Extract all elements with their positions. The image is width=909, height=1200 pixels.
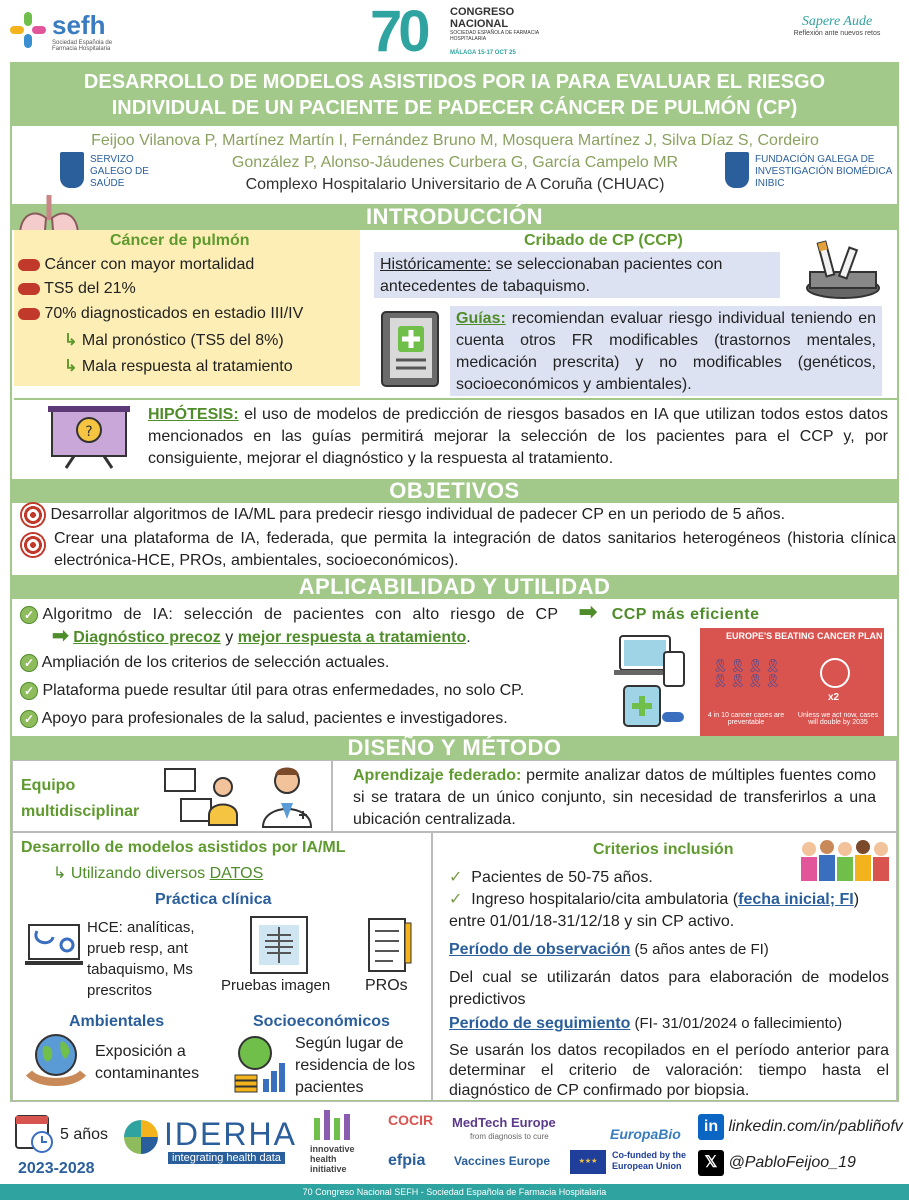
cp-sub-text: Mal pronóstico (TS5 del 8%): [81, 332, 284, 349]
fecha-inicial-link: fecha inicial; FI: [738, 891, 854, 908]
sergas-text: SERVIZO GALEGO DE SAÚDE: [90, 154, 149, 189]
ebcp-left-text: 4 in 10 cancer cases are preventable: [707, 712, 785, 726]
right-arrow-icon: ➡: [52, 625, 69, 647]
ebcp-right-text: Unless we act now, cases will double by 2035: [797, 712, 879, 726]
svg-text:?: ?: [85, 424, 93, 440]
medtech-text: MedTech Europe: [452, 1115, 556, 1130]
sefh-name: sefh: [52, 10, 106, 40]
pros-clipboard-icon: [365, 913, 415, 975]
eu-flag-icon: ★★★: [570, 1150, 606, 1174]
person-circle-icon: [820, 658, 850, 688]
intro-heading: INTRODUCCIÓN: [12, 204, 897, 230]
criterio-1: [449, 867, 653, 887]
mejor-respuesta: mejor respuesta a tratamiento: [237, 629, 467, 646]
sapere-title: Sapere Aude: [801, 14, 873, 29]
aplic-item-4: [20, 707, 508, 731]
iderha-logo: [124, 1116, 304, 1166]
curved-arrow-icon: ↳: [53, 865, 67, 882]
federado-text: permite analizar datos de múltiples fuentes como si se tratara de un único conjunto, sin necesidad de transferirlos a una ubicación centralizada.: [353, 767, 877, 828]
hist-box: [374, 252, 780, 298]
objetivo-text: Crear una plataforma de IA, federada, que permita la integración de datos sanitarios heterogéneos (historia clínica electrónica-HCE, PROs, ambientales, socioeconómicos).: [54, 530, 896, 569]
aplic-item-3: [20, 679, 524, 703]
digital-health-icon: [612, 632, 692, 728]
ebcp-infographic: [700, 628, 884, 738]
guias-box: [450, 306, 882, 396]
twitter-link[interactable]: [698, 1150, 856, 1176]
vaccines-logo: Vaccines Europe: [454, 1154, 551, 1168]
observacion: [449, 941, 769, 959]
seguimiento-desc: Se usarán los datos recopilados en el período anterior para determinar el criterio de valoración: tiempo hasta el diagnóstico de CP confirmado por biopsia.: [449, 1042, 889, 1099]
hypothesis-box: [14, 398, 897, 474]
efpia-logo: efpia: [388, 1152, 426, 1169]
aplicabilidad-heading: APLICABILIDAD Y UTILIDAD: [12, 575, 897, 599]
bullet-icon: [18, 308, 40, 320]
computers-team-icon: [163, 765, 243, 829]
diseno-heading: DISEÑO Y MÉTODO: [12, 736, 897, 760]
authors-line2: González P, Alonso-Jáudenes Curbera G, García Campelo MR: [231, 154, 679, 171]
x-icon: 𝕏: [698, 1150, 724, 1176]
period-text: 2023-2028: [18, 1160, 95, 1177]
cp-sub-2: [64, 356, 293, 376]
guias-text: recomiendan evaluar riesgo individual teniendo en cuenta otros FR modificables (trastornos mentales, medicación prescrita) y no modificables (genéticos, socioeconómicos y ambientales).: [456, 310, 876, 393]
sergas-logo: [60, 152, 180, 194]
congress-title: CONGRESO NACIONAL: [450, 6, 515, 30]
linkedin-text: linkedin.com/in/pabliñofv: [728, 1118, 903, 1136]
iderha-sub: integrating health data: [168, 1152, 285, 1164]
criterio-text: Ingreso hospitalario/cita ambulatoria (: [471, 891, 739, 908]
seguimiento-range: (FI- 31/01/2024 o fallecimiento): [630, 1015, 843, 1032]
ihi-text: innovative health initiative: [310, 1144, 355, 1174]
aplic-item-text: Plataforma puede resultar útil para otras enfermedades, no solo CP.: [42, 682, 525, 699]
authors-line1: Feijoo Vilanova P, Martínez Martín I, Fernández Bruno M, Mosquera Martínez J, Silva Díaz S, Cordeiro: [91, 132, 819, 149]
socio-title: Socioeconómicos: [253, 1013, 390, 1030]
check-icon: ✓: [20, 710, 38, 728]
title-line2: INDIVIDUAL DE UN PACIENTE DE PADECER CÁNCER DE PULMÓN (CP): [111, 97, 798, 119]
cp-item-3: [18, 305, 303, 323]
desarrollo-title: Desarrollo de modelos asistidos por IA/ML: [21, 839, 346, 856]
cp-sub-text: Mala respuesta al tratamiento: [81, 358, 293, 375]
cp-item-text: Cáncer con mayor mortalidad: [44, 256, 255, 273]
iderha-mark-icon: [124, 1120, 158, 1154]
medtech-sub: from diagnosis to cure: [470, 1132, 549, 1141]
footer-bar: [0, 1184, 909, 1200]
check-icon: ✓: [20, 606, 38, 624]
objetivo-text: Desarrollar algoritmos de IA/ML para predecir riesgo individual de padecer CP en un periodo de 5 años.: [50, 506, 786, 524]
congress-logo: [370, 0, 550, 64]
idea-board-icon: [44, 404, 134, 470]
hce-laptop-icon: [21, 917, 87, 973]
institution: Complexo Hospitalario Universitario de A Coruña (CHUAC): [245, 176, 665, 193]
criterio-2: [449, 889, 889, 933]
money-chart-icon: [231, 1033, 289, 1093]
cocir-logo: COCIR: [388, 1112, 434, 1128]
ebcp-x2: x2: [828, 692, 840, 703]
footer-text: 70 Congreso Nacional SEFH - Sociedad Española de Farmacia Hospitalaria: [302, 1187, 607, 1197]
hypothesis-text: [148, 404, 888, 470]
federado-label: Aprendizaje federado:: [353, 767, 522, 784]
years-text: 5 años: [60, 1126, 109, 1143]
medtech-logo: [452, 1114, 556, 1141]
aplic-item-text: Apoyo para profesionales de la salud, pacientes e investigadores.: [41, 710, 508, 727]
datos-link: DATOS: [209, 865, 264, 882]
hist-label: Históricamente:: [380, 256, 492, 273]
aplic-item-result: CCP más eficiente: [611, 606, 760, 623]
equipo-box: [12, 760, 332, 832]
galicia-shield-icon: [60, 152, 84, 188]
curved-arrow-icon: ↳: [64, 358, 78, 375]
observacion-desc: Del cual se utilizarán datos para elaboración de modelos predictivos: [449, 969, 889, 1008]
cp-item-1: [18, 256, 254, 274]
globe-hands-icon: [25, 1029, 87, 1091]
desarrollo-sub: [53, 863, 263, 883]
doctor-icon: [257, 763, 317, 829]
linkedin-icon: in: [698, 1114, 724, 1140]
objetivo-1: [20, 502, 890, 528]
hypothesis-label: HIPÓTESIS:: [148, 406, 239, 423]
desarrollo-box: [12, 832, 432, 1102]
congress-date: MÁLAGA 15-17 OCT 25: [450, 50, 516, 56]
sefh-logo: [8, 8, 128, 56]
sapere-aude: [772, 14, 902, 37]
target-icon: [20, 502, 46, 528]
criterios-title: Criterios inclusión: [593, 841, 734, 858]
aplic-item-1: [20, 600, 890, 627]
right-arrow-icon: ➡: [578, 599, 598, 624]
target-icon: [20, 532, 46, 558]
inibic-logo: [725, 152, 905, 194]
aplic-item-2: [20, 651, 389, 675]
check-icon: ✓: [449, 869, 463, 886]
aplic-item-1b: [52, 624, 471, 650]
sefh-flower-icon: [8, 10, 48, 50]
congress-number: 70: [370, 0, 427, 64]
eu-flag-logo: [570, 1150, 700, 1176]
practica-title: Práctica clínica: [155, 891, 272, 908]
curved-arrow-icon: ↳: [64, 332, 78, 349]
pruebas-text: Pruebas imagen: [221, 977, 331, 994]
cigarette-ashtray-icon: [800, 236, 886, 302]
cp-title: Cáncer de pulmón: [110, 232, 250, 249]
cp-item-2: [18, 280, 136, 298]
ihi-mark-icon: [312, 1110, 352, 1140]
iderha-text: IDERHA: [164, 1116, 297, 1152]
sefh-subtitle: Sociedad Española de Farmacia Hospitalaria: [52, 40, 113, 52]
ribbons-icon: 🎗🎗🎗🎗 🎗🎗🎗🎗: [712, 658, 783, 688]
guias-label: Guías:: [456, 310, 506, 327]
criterio-text: ) entre 01/01/18-31/12/18 y sin CP activo.: [449, 891, 860, 930]
hist-text: se seleccionaban pacientes con antecedentes de tabaquismo.: [380, 256, 723, 295]
period-text: .: [466, 629, 471, 646]
equipo-text: Equipo multidisciplinar: [21, 777, 140, 820]
linkedin-link[interactable]: [698, 1114, 903, 1140]
seguimiento-label: Período de seguimiento: [449, 1015, 631, 1032]
objetivo-2: [20, 528, 896, 572]
inibic-text: FUNDACIÓN GALEGA DE INVESTIGACIÓN BIOMÉDICA INIBIC: [755, 154, 892, 189]
cp-item-text: TS5 del 21%: [44, 280, 136, 297]
title-bar: [12, 64, 897, 126]
exposicion-text: Exposición a contaminantes: [95, 1043, 200, 1082]
desarrollo-sub-text: Utilizando diversos: [70, 865, 210, 882]
bullet-icon: [18, 283, 40, 295]
federado-box: [332, 760, 897, 832]
diagnostico-precoz: Diagnóstico precoz: [73, 629, 221, 646]
cp-box: [14, 230, 360, 386]
check-icon: ✓: [20, 682, 38, 700]
calendar-icon: [14, 1110, 54, 1154]
xray-icon: [247, 913, 311, 975]
aplic-item-text: Ampliación de los criterios de selección actuales.: [41, 654, 390, 671]
cp-sub-1: [64, 330, 284, 350]
seguimiento: [449, 1015, 842, 1033]
objetivos-heading: OBJETIVOS: [12, 479, 897, 503]
congress-subtitle: SOCIEDAD ESPAÑOLA DE FARMACIA HOSPITALARIA: [450, 30, 539, 42]
socio-text: Según lugar de residencia de los pacientes: [295, 1035, 416, 1096]
and-text: y: [220, 629, 238, 646]
eu-text: Co-funded by the European Union: [612, 1150, 686, 1171]
pros-text: PROs: [365, 977, 408, 994]
guidebook-icon: [378, 308, 446, 390]
ihi-logo: [306, 1110, 370, 1180]
crowd-icon: [797, 837, 893, 881]
galicia-shield-icon: [725, 152, 749, 188]
ambientales-title: Ambientales: [69, 1013, 165, 1030]
twitter-text: @PabloFeijoo_19: [728, 1154, 856, 1172]
sapere-subtitle: Reflexión ante nuevos retos: [793, 30, 881, 37]
hce-text: HCE: analíticas, prueb resp, ant tabaquismo, Ms prescritos: [87, 919, 195, 999]
ebcp-title: EUROPE'S BEATING CANCER PLAN: [726, 631, 883, 641]
title-line1: DESARROLLO DE MODELOS ASISTIDOS POR IA PARA EVALUAR EL RIESGO: [83, 71, 826, 93]
ccp-title: Cribado de CP (CCP): [524, 232, 683, 249]
cp-item-text: 70% diagnosticados en estadio III/IV: [44, 305, 304, 322]
bullet-icon: [18, 259, 40, 271]
criterios-box: [432, 832, 897, 1102]
check-icon: ✓: [20, 654, 38, 672]
europabio-logo: EuropaBio: [610, 1126, 681, 1142]
observacion-range: (5 años antes de FI): [630, 941, 769, 958]
hypothesis-body: el uso de modelos de predicción de riesgos basados en IA que utilizan todos estos datos mencionados en las guías permitirá mejorar la selección de los pacientes para el CCP y, por consiguiente, mejorar el diagnóstico y la respuesta al tratamiento.: [148, 406, 888, 467]
aplic-item-text: Algoritmo de IA: selección de pacientes con alto riesgo de CP: [42, 606, 559, 623]
criterio-text: Pacientes de 50-75 años.: [471, 869, 653, 886]
check-icon: ✓: [449, 891, 463, 908]
observacion-label: Período de observación: [449, 941, 631, 958]
